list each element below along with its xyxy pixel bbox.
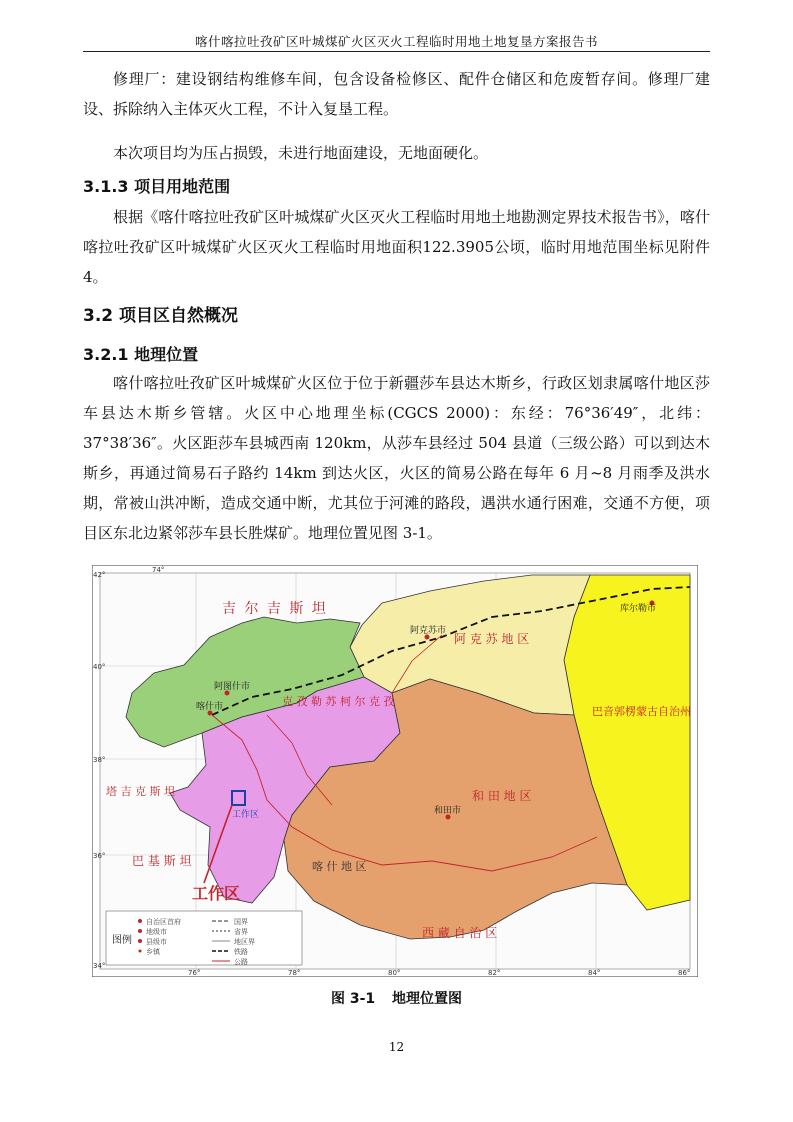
- label-tibet: 西 藏 自 治 区: [422, 926, 498, 940]
- paragraph-damage-type: 本次项目均为压占损毁，未进行地面建设，无地面硬化。: [113, 144, 489, 162]
- svg-text:74°: 74°: [152, 566, 165, 574]
- svg-text:82°: 82°: [488, 969, 501, 977]
- label-kashgar: 喀 什 地 区: [312, 860, 367, 873]
- paragraph-land-scope: 根据《喀什喀拉吐孜矿区叶城煤矿火区灭火工程临时用地土地勘测定界技术报告书》，喀什喀拉吐孜矿区叶城煤矿火区灭火工程临时用地面积122.3905公顷，临时用地范围坐标见附件4。: [83, 208, 710, 286]
- paragraph-location: 喀什喀拉吐孜矿区叶城煤矿火区位于位于新疆莎车县达木斯乡，行政区划隶属喀什地区莎车县达木斯乡管辖。火区中心地理坐标(CGCS 2000)：东经：76°36′49″，北纬：37°38′36″。火区距莎车县城西南 120km，从莎车县经过 504 县道（三级公路）可以到达木斯乡，再通过简易石子路约 14km 到达火区，火区的简易公路在每年 6 月~8 月雨季及洪水期，常被山洪冲断，造成交通中断，尤其位于河滩的路段，遇洪水通行困难，交通不方便，项目区东北边紧邻莎车县长胜煤矿。地理位置见图 3-1。: [83, 374, 710, 542]
- legend-title: 图例: [112, 935, 132, 946]
- svg-text:铁路: 铁路: [234, 948, 248, 956]
- figure-title: 地理位置图: [392, 991, 463, 1007]
- svg-text:地级市: 地级市: [146, 928, 167, 936]
- city-korla: 库尔勒市: [620, 604, 657, 614]
- svg-text:80°: 80°: [388, 969, 401, 977]
- label-kizilsu: 克 孜 勒 苏 柯 尔 克 孜: [282, 695, 395, 708]
- label-aksu: 阿 克 苏 地 区: [454, 632, 530, 646]
- figure-caption: [0, 988, 793, 1008]
- page-number: 12: [388, 1040, 405, 1054]
- location-map: [92, 565, 698, 977]
- svg-text:86°: 86°: [678, 969, 691, 977]
- figure-number: 图 3-1: [330, 991, 376, 1007]
- svg-text:84°: 84°: [588, 969, 601, 977]
- work-area-label: 工作区: [192, 884, 241, 903]
- svg-text:78°: 78°: [288, 969, 301, 977]
- map-legend: [106, 911, 302, 966]
- svg-text:县级市: 县级市: [146, 938, 167, 946]
- heading-3-2-1: 3.2.1 地理位置: [83, 345, 199, 364]
- svg-text:乡镇: 乡镇: [146, 948, 160, 956]
- svg-text:38°: 38°: [93, 756, 106, 764]
- heading-3-2: 3.2 项目区自然概况: [83, 306, 239, 326]
- svg-text:42°: 42°: [93, 571, 106, 579]
- work-area-small-label: 工作区: [232, 810, 260, 820]
- svg-text:34°: 34°: [93, 962, 106, 970]
- city-hotan: 和田市: [434, 806, 462, 816]
- svg-text:地区界: 地区界: [234, 938, 255, 946]
- svg-text:公路: 公路: [234, 958, 248, 966]
- running-header: 喀什喀拉吐孜矿区叶城煤矿火区灭火工程临时用地土地复垦方案报告书: [194, 34, 598, 49]
- city-aksu: 阿克苏市: [410, 626, 447, 636]
- label-bayingol: 巴音郭楞蒙古自治州: [592, 705, 691, 718]
- city-kashgar: 喀什市: [196, 702, 224, 712]
- svg-text:国界: 国界: [234, 918, 248, 926]
- label-kyrgyzstan: 吉 尔 吉 斯 坦: [222, 601, 328, 617]
- label-hotan: 和 田 地 区: [472, 789, 532, 803]
- label-tajikistan: 塔 吉 克 斯 坦: [106, 785, 175, 798]
- svg-text:40°: 40°: [93, 663, 106, 671]
- svg-text:自治区首府: 自治区首府: [146, 918, 181, 926]
- svg-text:省界: 省界: [234, 928, 248, 936]
- svg-text:76°: 76°: [188, 969, 201, 977]
- city-artux: 阿图什市: [214, 682, 251, 692]
- header-rule: [83, 51, 710, 52]
- svg-text:36°: 36°: [93, 852, 106, 860]
- paragraph-repair-shop: 修理厂：建设钢结构维修车间，包含设备检修区、配件仓储区和危废暂存间。修理厂建设、拆除纳入主体灭火工程，不计入复垦工程。: [83, 70, 710, 118]
- label-pakistan: 巴 基 斯 坦: [132, 854, 192, 868]
- heading-3-1-3: 3.1.3 项目用地范围: [83, 177, 231, 196]
